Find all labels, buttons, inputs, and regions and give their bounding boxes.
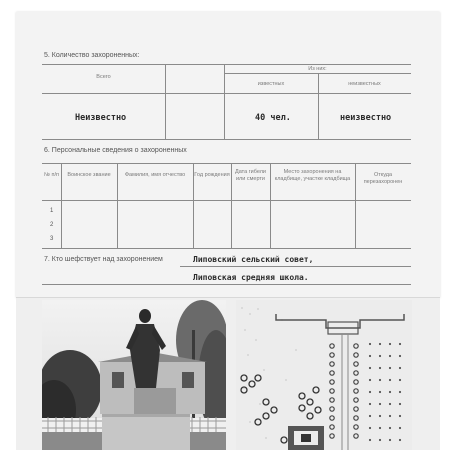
- col-including-label: Из них:: [308, 66, 327, 72]
- site-plan-image: [236, 300, 412, 450]
- col-burial-place: Место захоронения на кладбище, участке кладбища: [274, 169, 351, 182]
- table5-top-border: [42, 64, 411, 65]
- row-number: 1: [50, 208, 54, 214]
- monument-photo: [42, 300, 226, 450]
- patron-underline: [180, 266, 411, 267]
- col-number: № п/п: [44, 172, 59, 178]
- table5-bottom-border: [42, 139, 411, 140]
- patron-line-2: Липовская средняя школа.: [193, 273, 309, 282]
- table6-divider: [270, 163, 271, 248]
- row-number: 3: [50, 236, 54, 242]
- section7-heading: 7. Кто шефствует над захоронением: [44, 256, 163, 263]
- section5-heading: 5. Количество захороненных:: [44, 52, 140, 59]
- known-value: 40 чел.: [255, 113, 291, 123]
- total-value: Неизвестно: [75, 113, 127, 123]
- table5-header-border: [42, 93, 411, 94]
- table6-bottom-border: [42, 248, 411, 249]
- table5-divider: [165, 64, 166, 139]
- monument-photo-image: [42, 300, 226, 450]
- site-plan: [236, 300, 412, 450]
- col-birth-year: Год рождения: [194, 172, 230, 178]
- col-known-label: известных: [257, 81, 285, 87]
- row-number: 2: [50, 222, 54, 228]
- col-death-date: Дата гибели или смерти: [234, 169, 267, 182]
- patron-line-1: Липовский сельский совет,: [193, 255, 314, 264]
- col-unknown-label: неизвестных: [348, 81, 381, 87]
- table5-divider: [224, 64, 225, 139]
- col-reburied-from: Откуда перезахоронен: [363, 172, 403, 185]
- col-total-label: Всего: [96, 74, 111, 80]
- section6-heading: 6. Персональные сведения о захороненных: [44, 147, 187, 154]
- patron-underline: [42, 284, 411, 285]
- unknown-value: неизвестно: [340, 113, 392, 123]
- col-rank: Воинское звание: [67, 172, 111, 178]
- col-full-name: Фамилия, имя отчество: [124, 172, 186, 178]
- page-fold: [16, 297, 440, 298]
- table6-divider: [117, 163, 118, 248]
